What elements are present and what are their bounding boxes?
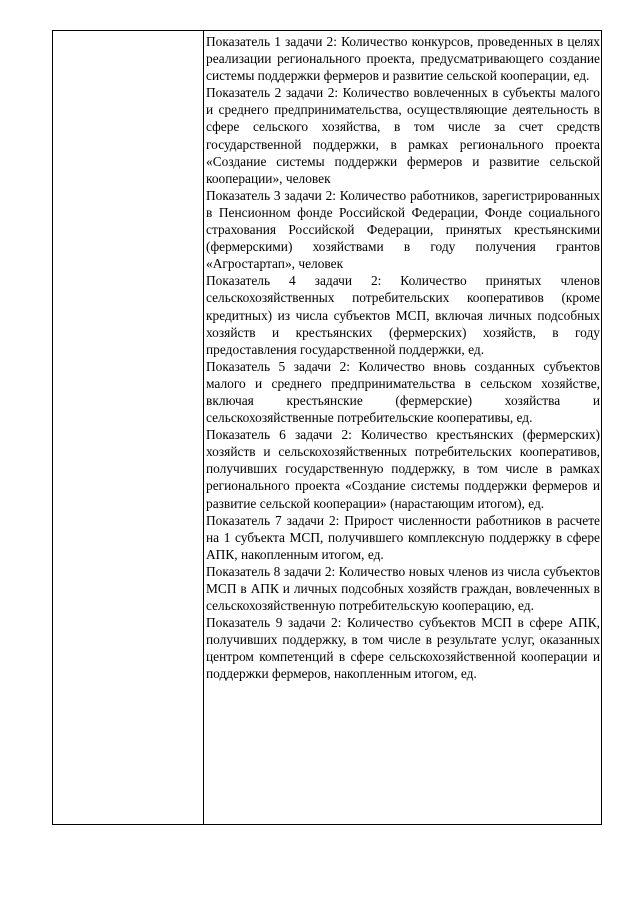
table-right-cell <box>204 31 601 824</box>
indicator-3-text: Показатель 3 задачи 2: Количество работников, зарегистрированных в Пенсионном фонде Российской Федерации, Фонде социального страхования Российской Федерации, принятых крестьянскими (фермерскими) хозяйствами в году получения грантов «Агростартап», человек <box>206 187 600 272</box>
table-left-cell <box>53 31 204 824</box>
indicator-1-text: Показатель 1 задачи 2: Количество конкурсов, проведенных в целях реализации регионального проекта, предусматривающего создание системы поддержки фермеров и развитие сельской кооперации, ед. <box>206 34 600 84</box>
indicator-2-text: Показатель 2 задачи 2: Количество вовлеченных в субъекты малого и среднего предпринимательства, осуществляющие деятельность в сфере сельского хозяйства, в том числе за счет средств государственной поддержки, в рамках регионального проекта «Создание системы поддержки фермеров и развитие сельской кооперации», человек <box>206 85 600 186</box>
indicator-5-text: Показатель 5 задачи 2: Количество вновь созданных субъектов малого и среднего предпринимательства в сельском хозяйстве, включая крестьянские (фермерские) хозяйства и сельскохозяйственные потребительские кооперативы, ед. <box>206 358 600 426</box>
indicator-6-text: Показатель 6 задачи 2: Количество крестьянских (фермерских) хозяйств и сельскохозяйственных потребительских кооперативов, получивших государственную поддержку, в том числе в рамках регионального проекта «Создание системы поддержки фермеров и развитие сельской кооперации» (нарастающим итогом), ед. <box>206 427 600 511</box>
indicator-8-text: Показатель 8 задачи 2: Количество новых членов из числа субъектов МСП в АПК и личных подсобных хозяйств граждан, вовлеченных в сельскохозяйственную потребительскую кооперацию, ед. <box>206 563 600 614</box>
indicator-7-text: Показатель 7 задачи 2: Прирост численности работников в расчете на 1 субъекта МСП, получившего комплексную поддержку в сфере АПК, накопленным итогом, ед. <box>206 512 600 562</box>
indicator-9-text: Показатель 9 задачи 2: Количество субъектов МСП в сфере АПК, получивших поддержку, в том числе в результате услуг, оказанных центром компетенций в сфере сельскохозяйственной кооперации и поддержки фермеров, накопленным итогом, ед. <box>206 615 600 682</box>
indicators-table <box>52 30 602 825</box>
indicator-4-text: Показатель 4 задачи 2: Количество принятых членов сельскохозяйственных потребительских кооперативов (кроме кредитных) из числа субъектов МСП, включая личных подсобных хозяйств и крестьянских (фермерских) хозяйств, в году предоставления государственной поддержки, ед. <box>206 273 600 357</box>
